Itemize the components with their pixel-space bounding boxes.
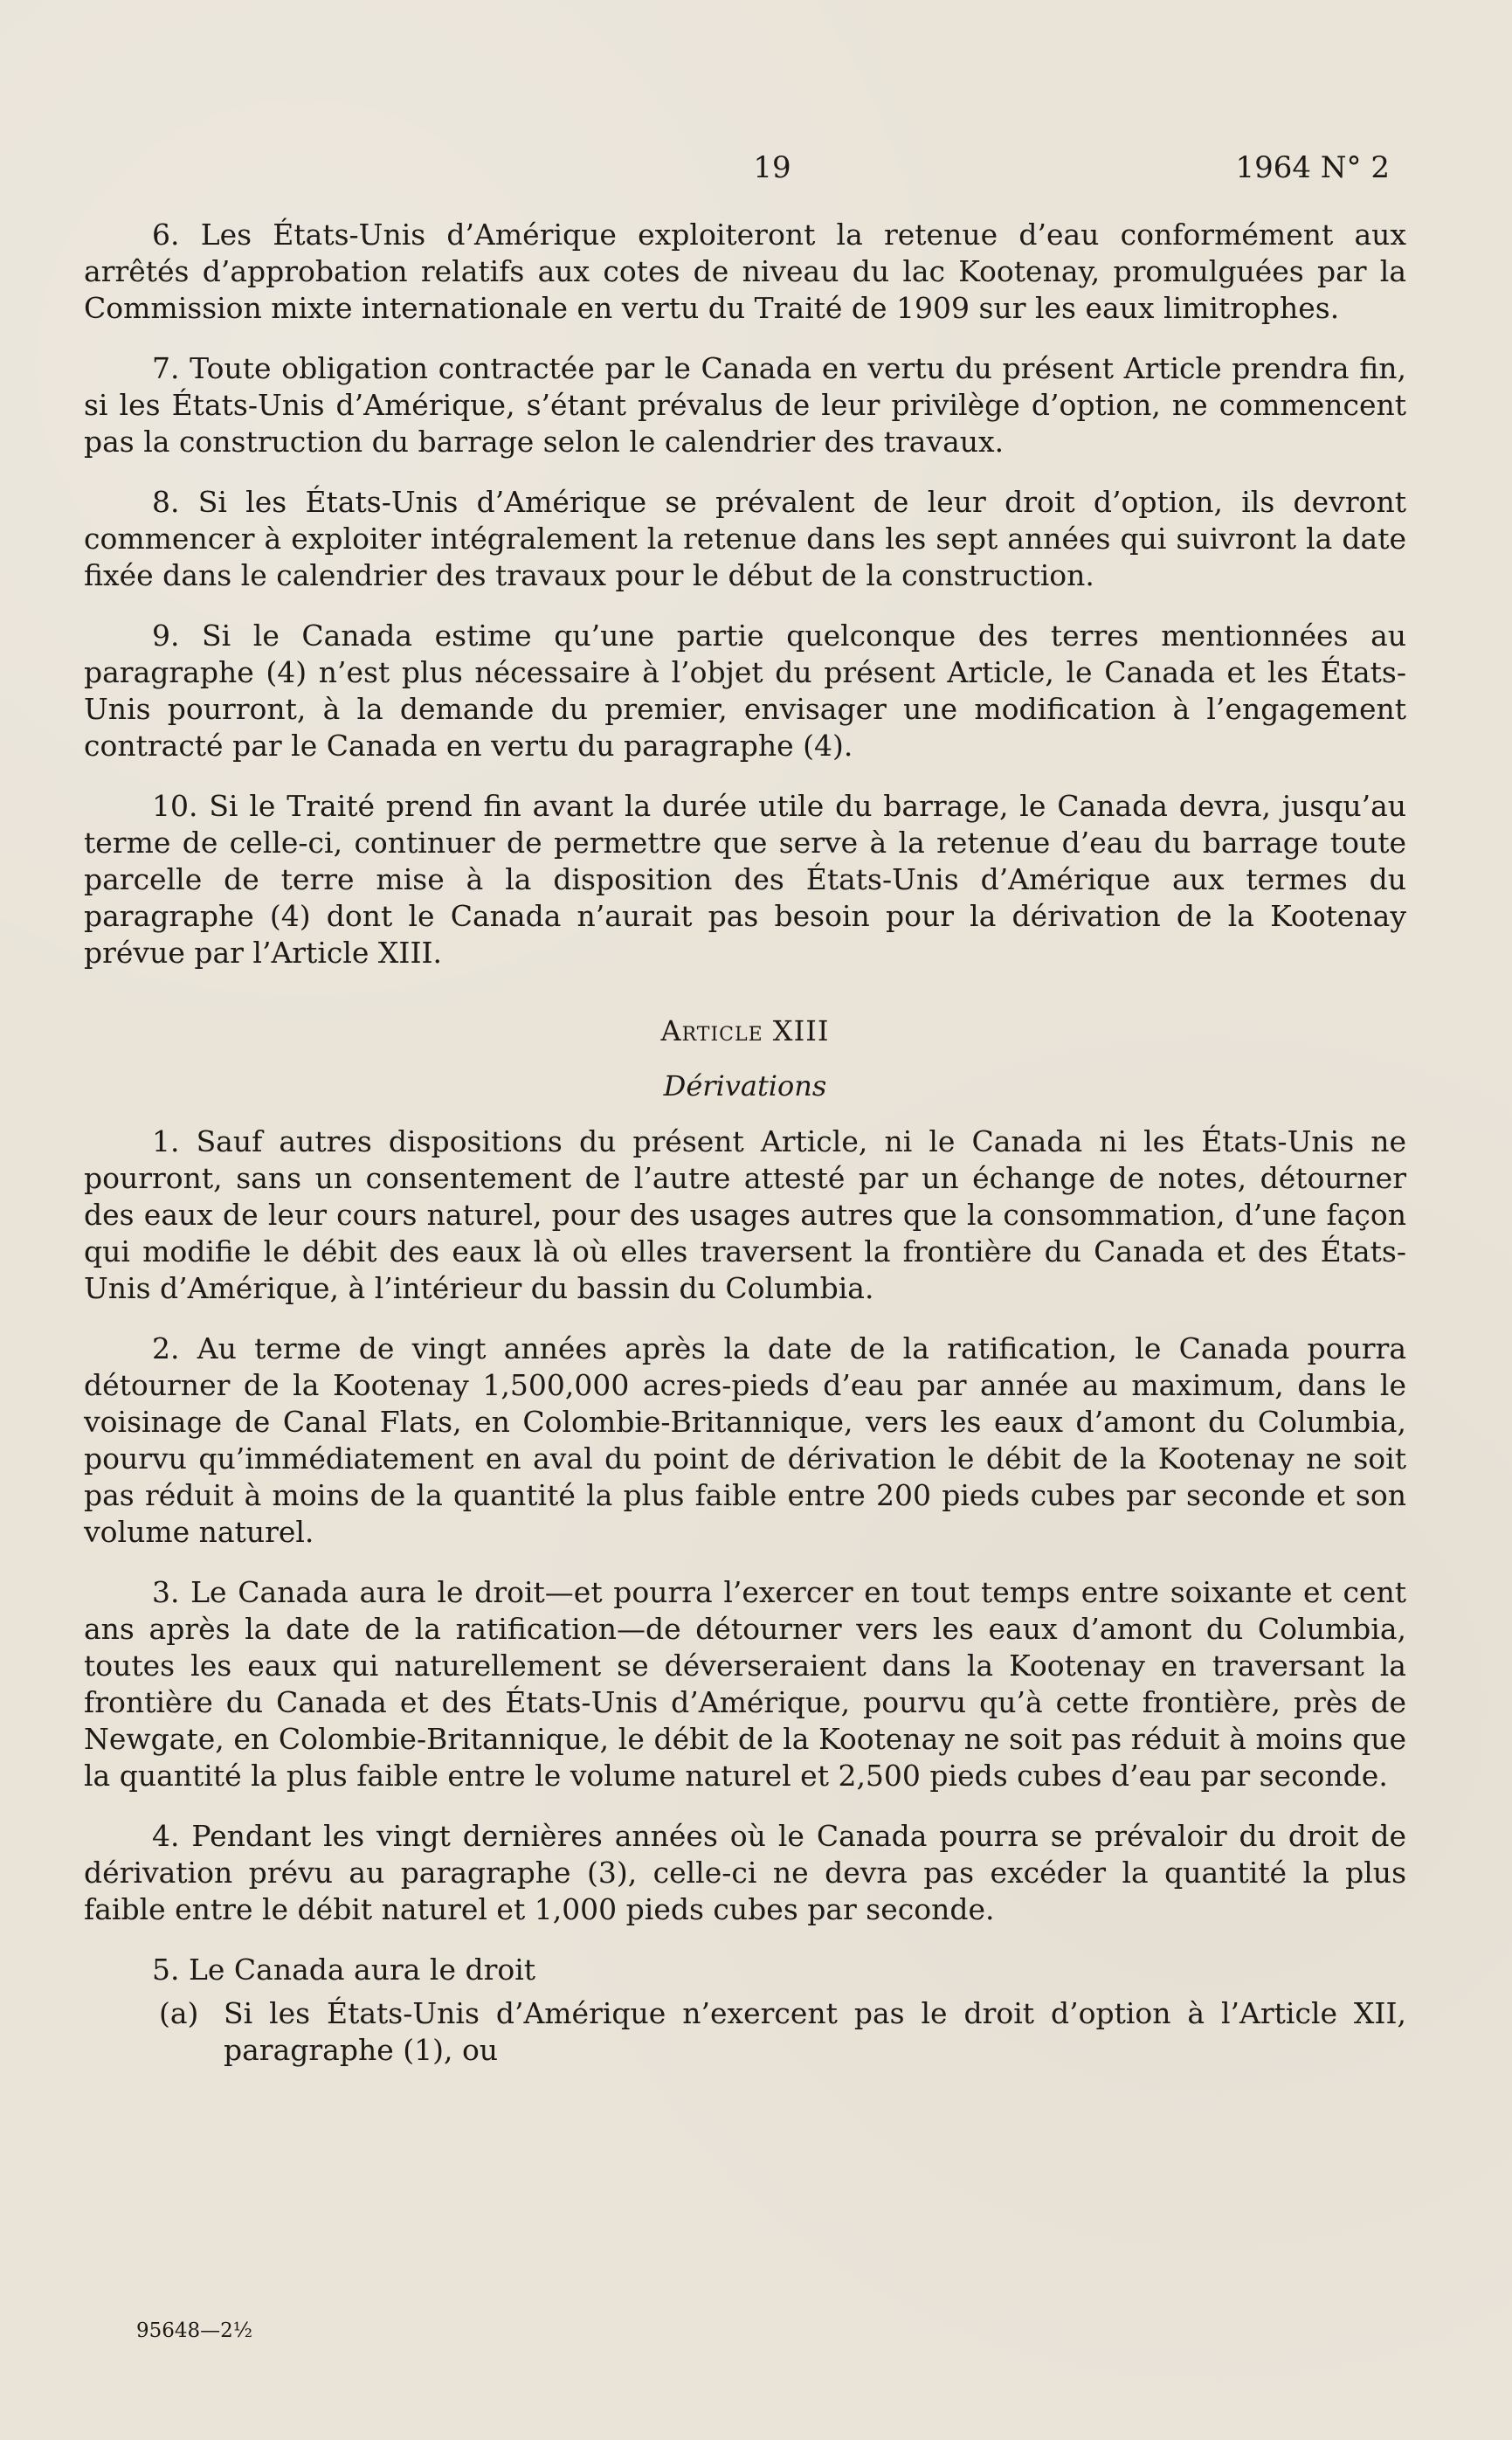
subitem-a [84,1995,1406,2069]
paragraph-6: 6. Les États-Unis d’Amérique exploiteront la retenue d’eau conformément aux arrêtés d’approbation relatifs aux cotes de niveau du lac Kootenay, promulguées par la Commission mixte internationale en vertu du Traité de 1909 sur les eaux limitrophes. [84,218,1406,325]
article-paragraph-5: 5. Le Canada aura le droit [152,1953,536,1987]
article-paragraph-1: 1. Sauf autres dispositions du présent Article, ni le Canada ni les États-Unis ne pourront, sans un consentement de l’autre attesté par un échange de notes, détourner des eaux de leur cours naturel, pour des usages autres que la consommation, d’une façon qui modifie le débit des eaux là où elles traversent la frontière du Canada et des États-Unis d’Amérique, à l’intérieur du bassin du Columbia. [84,1124,1406,1305]
article-paragraph-2: 2. Au terme de vingt années après la date de la ratification, le Canada pourra détourner de la Kootenay 1,500,000 acres-pieds d’eau par année au maximum, dans le voisinage de Canal Flats, en Colombie-Britannique, vers les eaux d’amont du Columbia, pourvu qu’immédiatement en aval du point de dérivation le débit de la Kootenay ne soit pas réduit à moins de la quantité la plus faible entre 200 pieds cubes par seconde et son volume naturel. [84,1331,1406,1549]
subitem-a-label: (a) [159,1996,199,2030]
paragraph-8: 8. Si les États-Unis d’Amérique se prévalent de leur droit d’option, ils devront commencer à exploiter intégralement la retenue dans les sept années qui suivront la date fixée dans le calendrier des travaux pour le début de la construction. [84,485,1406,592]
paragraph-10: 10. Si le Traité prend fin avant la durée utile du barrage, le Canada devra, jusqu’au terme de celle-ci, continuer de permettre que serve à la retenue d’eau du barrage toute parcelle de terre mise à la disposition des États-Unis d’Amérique aux termes du paragraphe (4) dont le Canada n’aurait pas besoin pour la dérivation de la Kootenay prévue par l’Article XIII. [84,789,1406,970]
subitem-a-text: Si les États-Unis d’Amérique n’exercent pas le droit d’option à l’Article XII, paragraphe (1), ou [224,1996,1406,2067]
article-paragraph-3: 3. Le Canada aura le droit—et pourra l’exercer en tout temps entre soixante et cent ans après la date de la ratification—de détourner vers les eaux d’amont du Columbia, toutes les eaux qui naturellement se déverseraient dans la Kootenay en traversant la frontière du Canada et des États-Unis d’Amérique, pourvu qu’à cette frontière, près de Newgate, en Colombie-Britannique, le débit de la Kootenay ne soit pas réduit à moins que la quantité la plus faible entre le volume naturel et 2,500 pieds cubes d’eau par seconde. [84,1575,1406,1793]
article-title: Article XIII [660,1014,830,1047]
document-body [84,217,1406,2069]
article-subtitle: Dérivations [663,1069,827,1102]
article-paragraph-4: 4. Pendant les vingt dernières années où le Canada pourra se prévaloir du droit de dérivation prévu au paragraphe (3), celle-ci ne devra pas excéder la quantité la plus faible entre le débit naturel et 1,000 pieds cubes par seconde. [84,1819,1406,1926]
page-header [84,147,1407,189]
printing-code: 95648—2½ [136,2319,253,2342]
page-number: 19 [753,150,791,185]
issue-number: 1964 N° 2 [1235,150,1390,185]
paragraph-9: 9. Si le Canada estime qu’une partie quelconque des terres mentionnées au paragraphe (4) n’est plus nécessaire à l’objet du présent Article, le Canada et les États-Unis pourront, à la demande du premier, envisager une modification à l’engagement contracté par le Canada en vertu du paragraphe (4). [84,619,1406,763]
paragraph-7: 7. Toute obligation contractée par le Canada en vertu du présent Article prendra fin, si les États-Unis d’Amérique, s’étant prévalus de leur privilège d’option, ne commencent pas la construction du barrage selon le calendrier des travaux. [84,351,1406,459]
